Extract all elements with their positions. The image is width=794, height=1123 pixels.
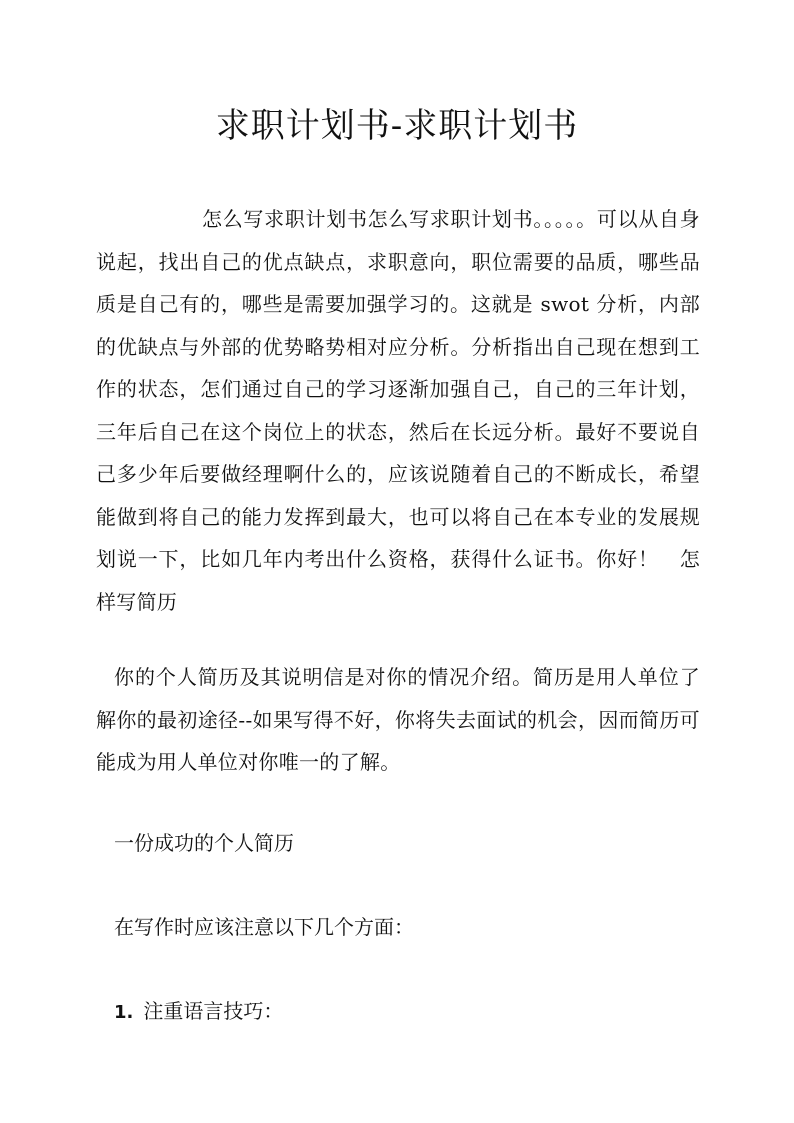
paragraph-job-plan: 怎么写求职计划书怎么写求职计划书。。。。。可以从自身说起，找出自己的优点缺点，求职意向，职位需要的品质，哪些品质是自己有的，哪些是需要加强学习的。这就是 swot 分析，内部的优缺点与外部的优势略势相对应分析。分析指出自己现在想到工作的状态，怎们通过自己的学习逐渐加强自己，自己的三年计划，三年后自己在这个岗位上的状态，然后在长远分析。最好不要说自己多少年后要做经理啊什么的，应该说随着自己的不断成长，希望能做到将自己的能力发挥到最大，也可以将自己在本专业的发展规划说一下，比如几年内考出什么资格，获得什么证书。你好！ 怎样写简历	[96, 207, 700, 614]
numbered-item-1	[114, 990, 283, 1035]
paragraph-resume-intro: 你的个人简历及其说明信是对你的情况介绍。简历是用人单位了解你的最初途径--如果写得不好，你将失去面试的机会，因而简历可能成为用人单位对你唯一的了解。	[96, 665, 700, 774]
item-number: 1.	[114, 1002, 134, 1023]
writing-notes-line: 在写作时应该注意以下几个方面：	[114, 915, 414, 939]
successful-resume-line: 一份成功的个人简历	[114, 831, 294, 855]
document-title: 求职计划书-求职计划书	[215, 106, 579, 146]
item-text: 注重语言技巧：	[143, 999, 284, 1023]
